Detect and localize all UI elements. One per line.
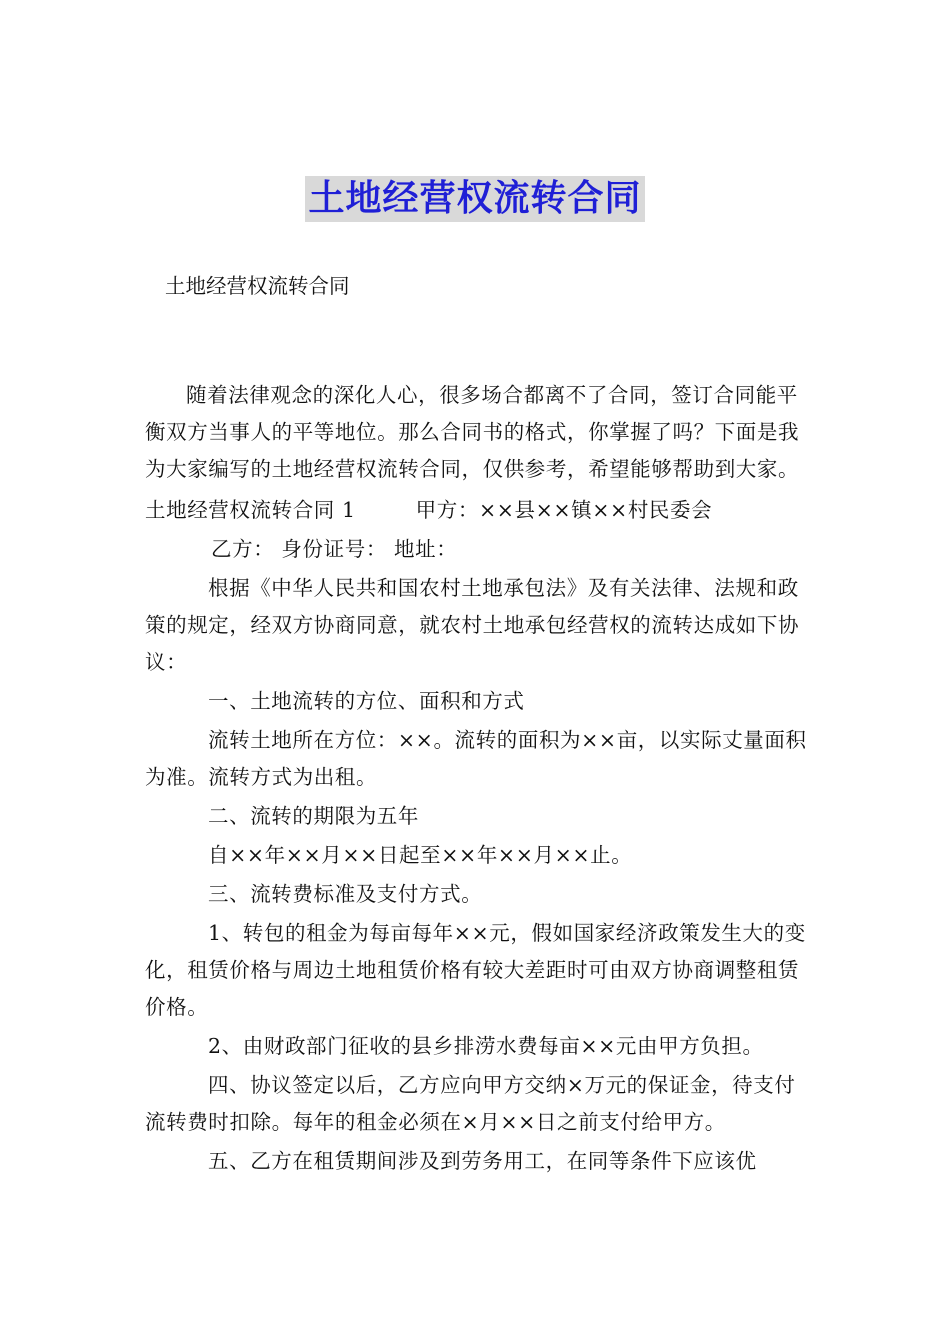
section-4-body: 四、协议签定以后，乙方应向甲方交纳×万元的保证金，待支付流转费时扣除。每年的租金必须在×月××日之前支付给甲方。 <box>145 1073 796 1134</box>
contract-heading: 土地经营权流转合同 1 <box>145 498 356 522</box>
party-b-line: 乙方： 身份证号： 地址： <box>211 537 458 561</box>
section-1-heading: 一、土地流转的方位、面积和方式 <box>208 689 525 713</box>
basis-paragraph: 根据《中华人民共和国农村土地承包法》及有关法律、法规和政策的规定，经双方协商同意，就农村土地承包经营权的流转达成如下协议： <box>145 576 800 674</box>
intro-paragraph: 随着法律观念的深化人心，很多场合都离不了合同，签订合同能平衡双方当事人的平等地位。那么合同书的格式，你掌握了吗？下面是我为大家编写的土地经营权流转合同，仅供参考，希望能够帮助到大家。 <box>145 383 800 481</box>
section-5-body: 五、乙方在租赁期间涉及到劳务用工，在同等条件下应该优 <box>208 1149 757 1173</box>
document-subtitle: 土地经营权流转合同 <box>165 274 350 298</box>
party-a: 甲方：××县××镇××村民委会 <box>415 498 713 522</box>
section-3-item-1: 1、转包的租金为每亩每年××元，假如国家经济政策发生大的变化，租赁价格与周边土地租赁价格有较大差距时可由双方协商调整租赁价格。 <box>145 921 806 1019</box>
title-container <box>0 176 950 222</box>
document-title: 土地经营权流转合同 <box>305 176 644 222</box>
document-body <box>145 377 810 1180</box>
section-3-item-2: 2、由财政部门征收的县乡排涝水费每亩××元由甲方负担。 <box>208 1034 764 1058</box>
contract-heading-line <box>145 492 810 529</box>
section-1-body: 流转土地所在方位：××。流转的面积为××亩，以实际丈量面积为准。流转方式为出租。 <box>145 728 807 789</box>
section-2-body: 自××年××月××日起至××年××月××止。 <box>208 843 633 867</box>
section-2-heading: 二、流转的期限为五年 <box>208 804 419 828</box>
section-3-heading: 三、流转费标准及支付方式。 <box>208 882 483 906</box>
